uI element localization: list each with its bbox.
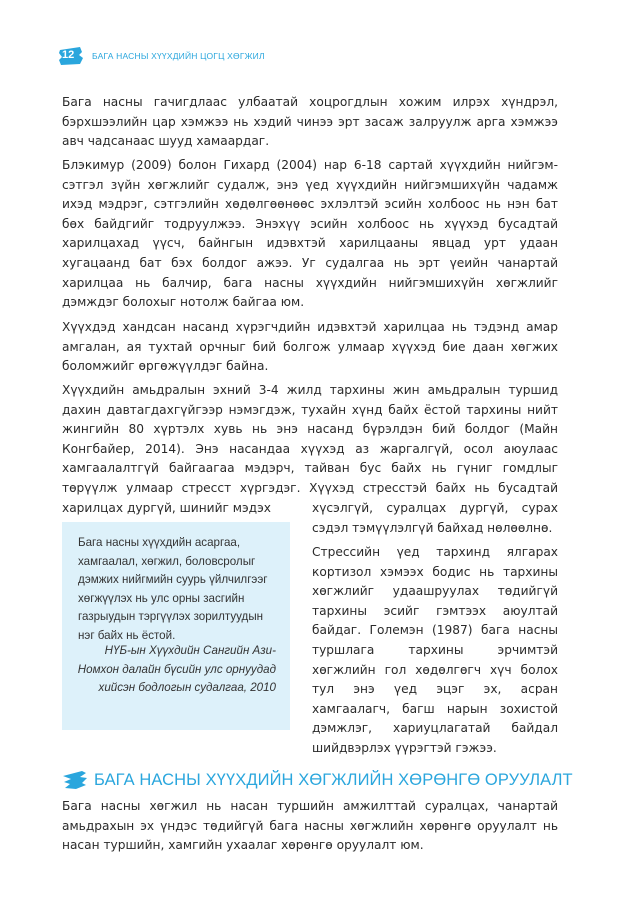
quote-source: НҮБ-ын Хүүхдийн Сангийн Ази-Номхон далайн бүсийн улс орнуудад хийсэн бодлогын судалгаа, 2010 bbox=[77, 644, 276, 695]
quote-box bbox=[62, 522, 290, 730]
paragraph-3: Хүүхдэд хандсан насанд хүрэгчдийн идэвхтэй харилцаа нь тэдэнд амар амгалан, ая тухтай орчныг бий болгож улмаар хүүхэд бие даан хөгжих боломжийг өргөжүүлдэг байна. bbox=[62, 320, 558, 374]
paragraph-2: Блэкимур (2009) болон Гихард (2004) нар 6-18 сартай хүүхдийн нийгэм-сэтгэл зүйн хөгжлийг судалж, энэ үед хүүхдийн нийгэмшихүйн чадамж ихэд мэдрэг, сэтгэлийн хөдөлгөөнөөс эхлэлтэй эсийн холбоос нь нэн бат бөх байдгийг тодруулжээ. Энэхүү эсийн холбоос нь хүүхэд бусадтай харилцахад үүсч, байнгын идэвхтэй харилцааны явцад урт удаан хугацаанд бат бэх болдог ажээ. Уг судалгаа нь эрт үеийн чанартай харилцаа нь балчир, бага насны хүүхдийн нийгэмшихүйн хөгжлийг дэмждэг болохыг нотолж байгаа юм. bbox=[62, 158, 558, 310]
paragraph-1: Бага насны гачигдлаас улбаатай хоцрогдлын хожим илрэх хүндрэл, бэрхшээлийн цар хэмжээ нь хэдий чинээ эрт засаж залруулж арга хэмжээ авч чадсанаас шууд хамаардаг. bbox=[62, 95, 558, 149]
page-number: 12 bbox=[62, 49, 75, 61]
section-title: БАГА НАСНЫ ХҮҮХДИЙН ХӨГЖЛИЙН ХӨРӨНГӨ ОРУУЛАЛТ bbox=[94, 770, 573, 789]
section-heading bbox=[62, 770, 573, 790]
right-column-paragraph-2: Стрессийн үед тархинд ялгарах кортизол хэмээх бодис нь тархины хөгжлийг удаашруулах төдийгүй тархины эсийг гэмтээх аюултай байдаг. Големэн (1987) бага насны туршлага тархины эрчимтэй хөгжлийн гол хөдөлгөгч хүч болох тул энэ үед эцэг эх, асран хамгаалагч, багш нарын зохистой дэмжлэг, хариуцлагатай байдал шийдвэрлэх үүрэгтэй гэжээ. bbox=[312, 545, 558, 755]
paragraph-4: Хүүхдийн амьдралын эхний 3-4 жилд тархины жин амьдралын туршид дахин давтагдахгүйгээр нэмэгдэж, тухайн хүнд байх ёстой тархины нийт жингийн 80 хүртэлх хувь нь энэ насанд бүрэлдэн бий болдог (Майн Конгбайер, 2014). Энэ насандаа хүүхэд аз жаргалгүй, осол аюулаас хамгаалалтгүй байгаагаа мэдэрч, тайван бус байх нь гүниг гомдлыг төрүүлж улмаар стресст хүргэдэг. Хүүхэд стресстэй байх нь бусадтай харилцах дургүй, шинийг мэдэх bbox=[62, 383, 558, 515]
page-header bbox=[58, 44, 265, 68]
right-column-paragraph-1: хүсэлгүй, суралцах дургүй, сурах сэдэл тэмүүлэлгүй байхад нөлөөлнө. bbox=[312, 501, 558, 535]
page-number-badge bbox=[58, 46, 82, 66]
quote-text: Бага насны хүүхдийн асаргаа, хамгаалал, хөгжил, боловсролыг дэмжих нийгмийн суурь үйлчилгээг хөгжүүлэх нь улс орны засгийн газрыудын тэргүүлэх зорилтуудын нэг байх нь ёстой. bbox=[78, 536, 268, 642]
brush-stroke-icon bbox=[62, 770, 88, 790]
section-paragraph: Бага насны хөгжил нь насан туршийн амжилттай суралцах, чанартай амьдрахын эх үндэс төдийгүй бага насны хөгжлийн хөрөнгө оруулалт нь насан туршийн, хамгийн ухаалаг хөрөнгө оруулалт юм. bbox=[62, 799, 558, 853]
running-head: БАГА НАСНЫ ХҮҮХДИЙН ЦОГЦ ХӨГЖИЛ bbox=[92, 51, 265, 61]
